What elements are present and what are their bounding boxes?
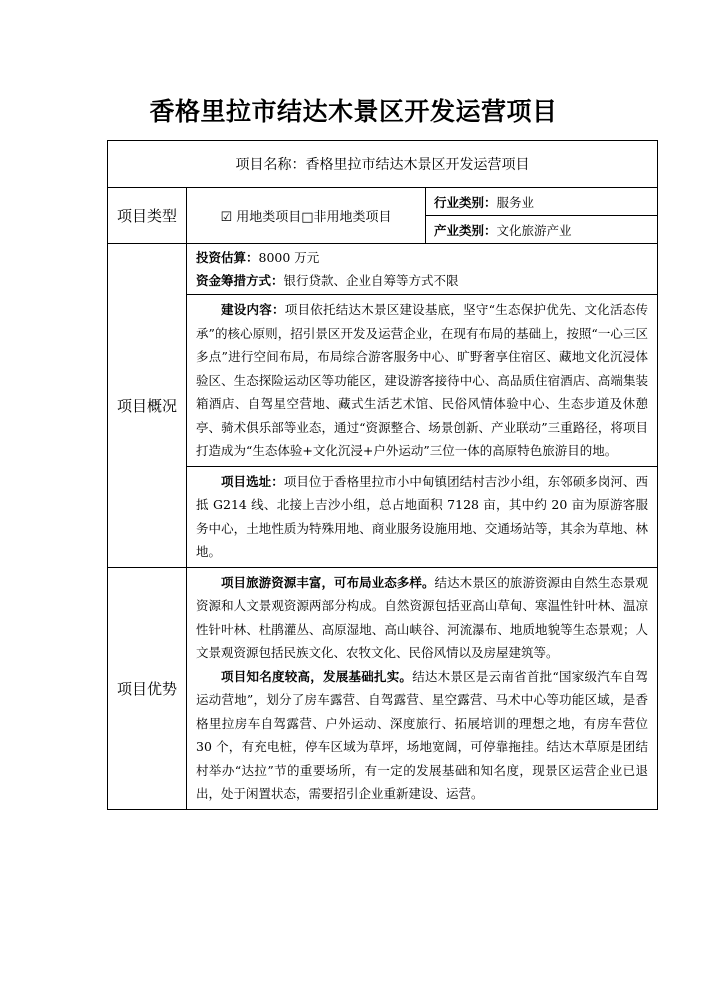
site-cell — [187, 466, 658, 567]
project-info-table — [107, 140, 658, 810]
investment-funding-cell — [187, 244, 658, 295]
advantage-text-1: 结达木景区的旅游资源由自然生态景观资源和人文景观资源两部分构成。自然资源包括亚高山草甸、寒温性针叶林、温凉性针叶林、杜鹃灌丛、高原湿地、高山峡谷、河流瀑布、地质地貌等生态景观；人文景观资源包括民族文化、农牧文化、民俗风情以及房屋建筑等。 — [196, 574, 649, 660]
construction-label: 建设内容： — [221, 302, 285, 317]
sector-category-cell — [426, 216, 658, 244]
construction-row — [108, 295, 658, 467]
advantage-paragraph-2 — [196, 665, 648, 806]
advantage-heading-2: 项目知名度较高，发展基础扎实。 — [221, 668, 413, 684]
project-name-cell — [108, 141, 658, 188]
funding-line — [196, 269, 648, 292]
project-name-value: 香格里拉市结达木景区开发运营项目 — [305, 157, 530, 173]
sector-category-value: 文化旅游产业 — [496, 222, 572, 238]
advantages-cell — [187, 567, 658, 809]
project-name-row — [108, 141, 658, 188]
industry-category-label: 行业类别： — [434, 194, 497, 210]
advantage-text-2: 结达木景区是云南省首批“国家级汽车自驾运动营地”，划分了房车露营、自驾露营、星空露营、马术中心等功能区域，是香格里拉房车自驾露营、户外运动、深度旅行、拓展培训的理想之地，有房车营位 30 个，有充电桩，停车区域为草坪，场地宽阔，可停靠拖挂。结达木草原是团结村举办“达拉”节的重要场所，有一定的发展基础和知名度，现景区运营企业已退出，处于闲置状态，需要招引企业重新建设、运营。 — [196, 668, 649, 801]
funding-value: 银行贷款、企业自筹等方式不限 — [283, 273, 459, 288]
advantage-heading-1: 项目旅游资源丰富，可布局业态多样。 — [221, 574, 435, 590]
construction-paragraph — [196, 298, 648, 463]
investment-value: 8000 万元 — [258, 250, 320, 265]
industry-category-cell — [426, 188, 658, 216]
advantages-label: 项目优势 — [108, 567, 187, 809]
investment-label: 投资估算： — [196, 250, 259, 265]
project-type-label: 项目类型 — [108, 188, 187, 244]
project-type-options: ☑ 用地类项目□非用地类项目 — [187, 188, 426, 244]
investment-row — [108, 244, 658, 295]
project-type-row — [108, 188, 658, 216]
advantages-row — [108, 567, 658, 809]
site-row — [108, 466, 658, 567]
construction-text: 项目依托结达木景区建设基底，坚守“生态保护优先、文化活态传承”的核心原则，招引景区开发及运营企业，在现有布局的基础上，按照“一心三区多点”进行空间布局，布局综合游客服务中心、旷野奢享住宿区、藏地文化沉浸体验区、生态探险运动区等功能区，建设游客接待中心、高品质住宿酒店、高端集装箱酒店、自驾星空营地、藏式生活艺术馆、民俗风情体验中心、生态步道及休憩亭、骑术俱乐部等业态，通过“资源整合、场景创新、产业联动”三重路径，将项目打造成为“生态体验+文化沉浸+户外运动”三位一体的高原特色旅游目的地。 — [196, 302, 649, 458]
funding-label: 资金筹措方式： — [196, 273, 284, 288]
construction-cell — [187, 295, 658, 467]
industry-category-value: 服务业 — [496, 194, 535, 210]
overview-label: 项目概况 — [108, 244, 187, 568]
investment-line — [196, 246, 648, 269]
site-paragraph — [196, 470, 648, 564]
project-name-label: 项目名称： — [235, 157, 306, 173]
site-label: 项目选址： — [221, 473, 284, 489]
advantage-paragraph-1 — [196, 571, 648, 665]
site-text: 项目位于香格里拉市小中甸镇团结村吉沙小组，东邻硕多岗河、西抵 G214 线、北接上吉沙小组，总占地面积 7128 亩，其中约 20 亩为原游客服务中心，土地性质为特殊用地、商业服务设施用地、交通场站等，其余为草地、林地。 — [196, 473, 649, 559]
page-title: 香格里拉市结达木景区开发运营项目 — [149, 97, 558, 126]
sector-category-label: 产业类别： — [434, 222, 497, 238]
